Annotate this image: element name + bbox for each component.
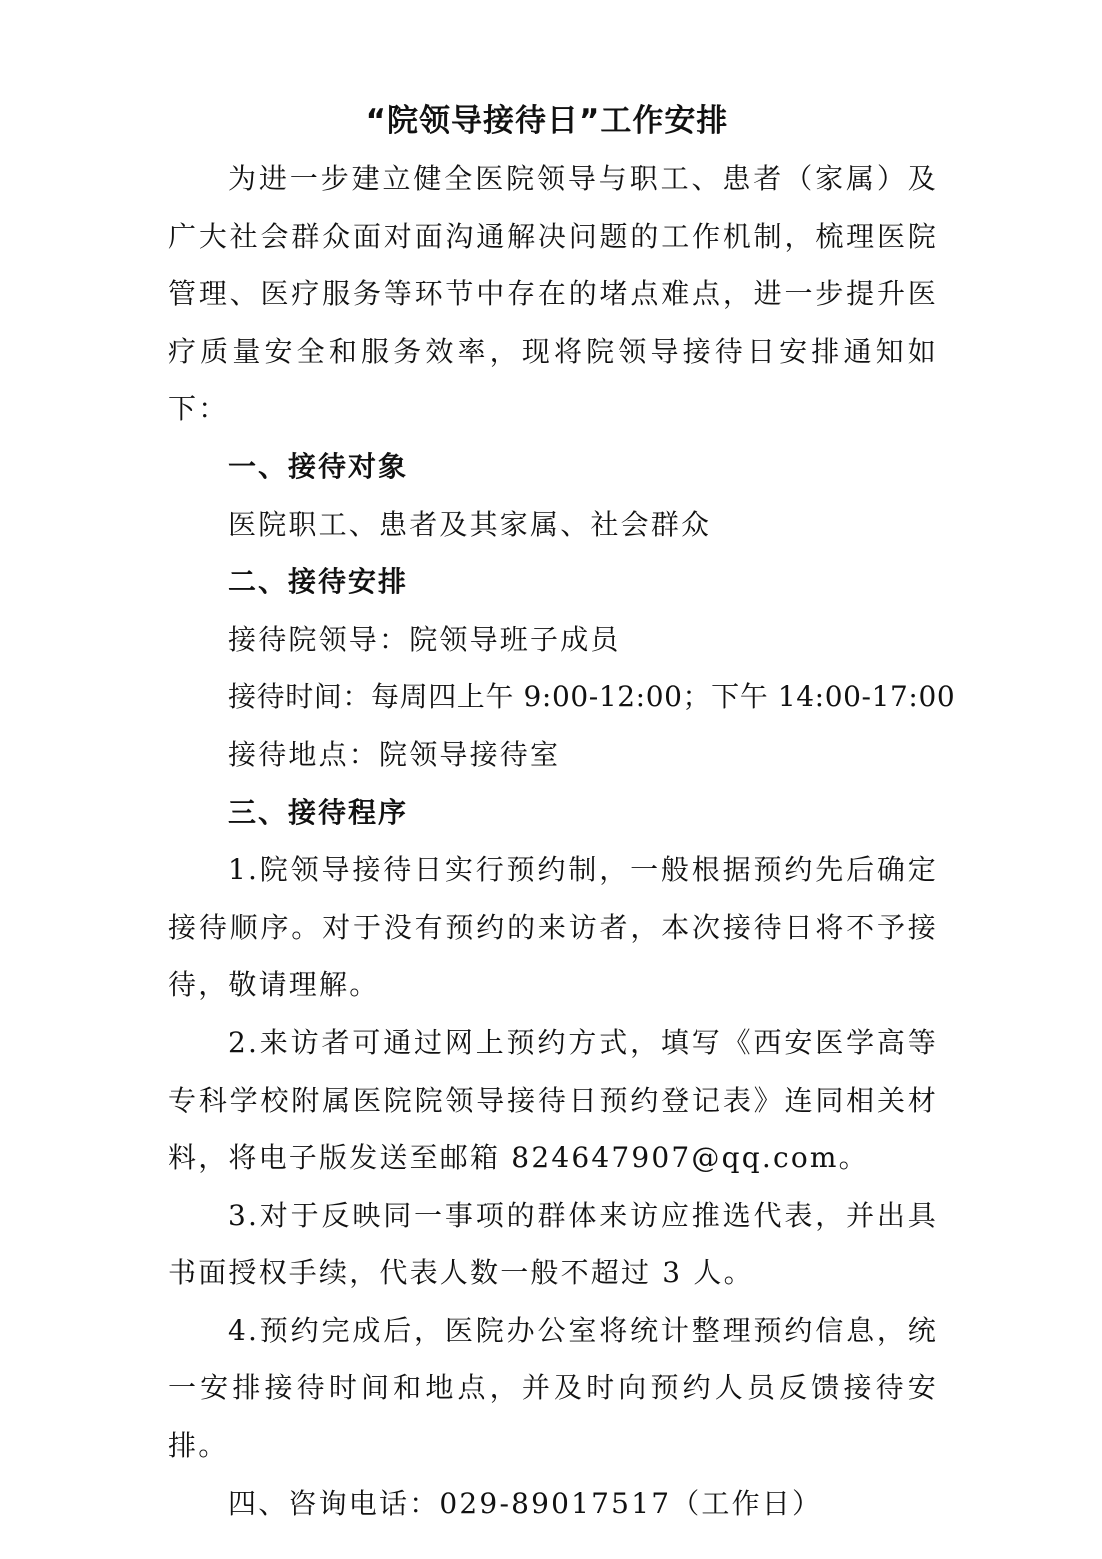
document-title: “院领导接待日”工作安排 xyxy=(365,103,729,139)
reception-time-text: 接待时间：每周四上午 9:00-12:00；下午 14:00-17:00 xyxy=(228,680,956,714)
section-heading-reception-procedure: 三、接待程序 xyxy=(228,795,409,829)
section-heading-reception-arrangement: 二、接待安排 xyxy=(228,565,409,599)
intro-paragraph: 为进一步建立健全医院领导与职工、患者（家属）及广大社会群众面对面沟通解决问题的工作机制，梳理医院管理、医疗服务等环节中存在的堵点难点，进一步提升医疗质量安全和服务效率，现将院领导接待日安排通知如下： xyxy=(168,162,938,426)
reception-place-text: 接待地点：院领导接待室 xyxy=(228,737,561,771)
procedure-item: 1.院领导接待日实行预约制，一般根据预约先后确定接待顺序。对于没有预约的来访者，本次接待日将不予接待，敬请理解。 xyxy=(168,853,938,1002)
procedure-item: 4.预约完成后，医院办公室将统计整理预约信息，统一安排接待时间和地点，并及时向预约人员反馈接待安排。 xyxy=(168,1313,938,1463)
consult-phone-text: 四、咨询电话：029-89017517（工作日） xyxy=(228,1486,823,1520)
procedure-item: 3.对于反映同一事项的群体来访应推选代表，并出具书面授权手续，代表人数一般不超过 3 人。 xyxy=(168,1198,938,1290)
reception-targets-text: 医院职工、患者及其家属、社会群众 xyxy=(228,507,712,541)
reception-leaders-text: 接待院领导：院领导班子成员 xyxy=(228,622,621,656)
procedure-item: 2.来访者可通过网上预约方式，填写《西安医学高等专科学校附属医院院领导接待日预约登记表》连同相关材料，将电子版发送至邮箱 824647907@qq.com。 xyxy=(168,1025,938,1175)
section-heading-reception-targets: 一、接待对象 xyxy=(228,449,409,483)
document-page xyxy=(168,92,956,1532)
